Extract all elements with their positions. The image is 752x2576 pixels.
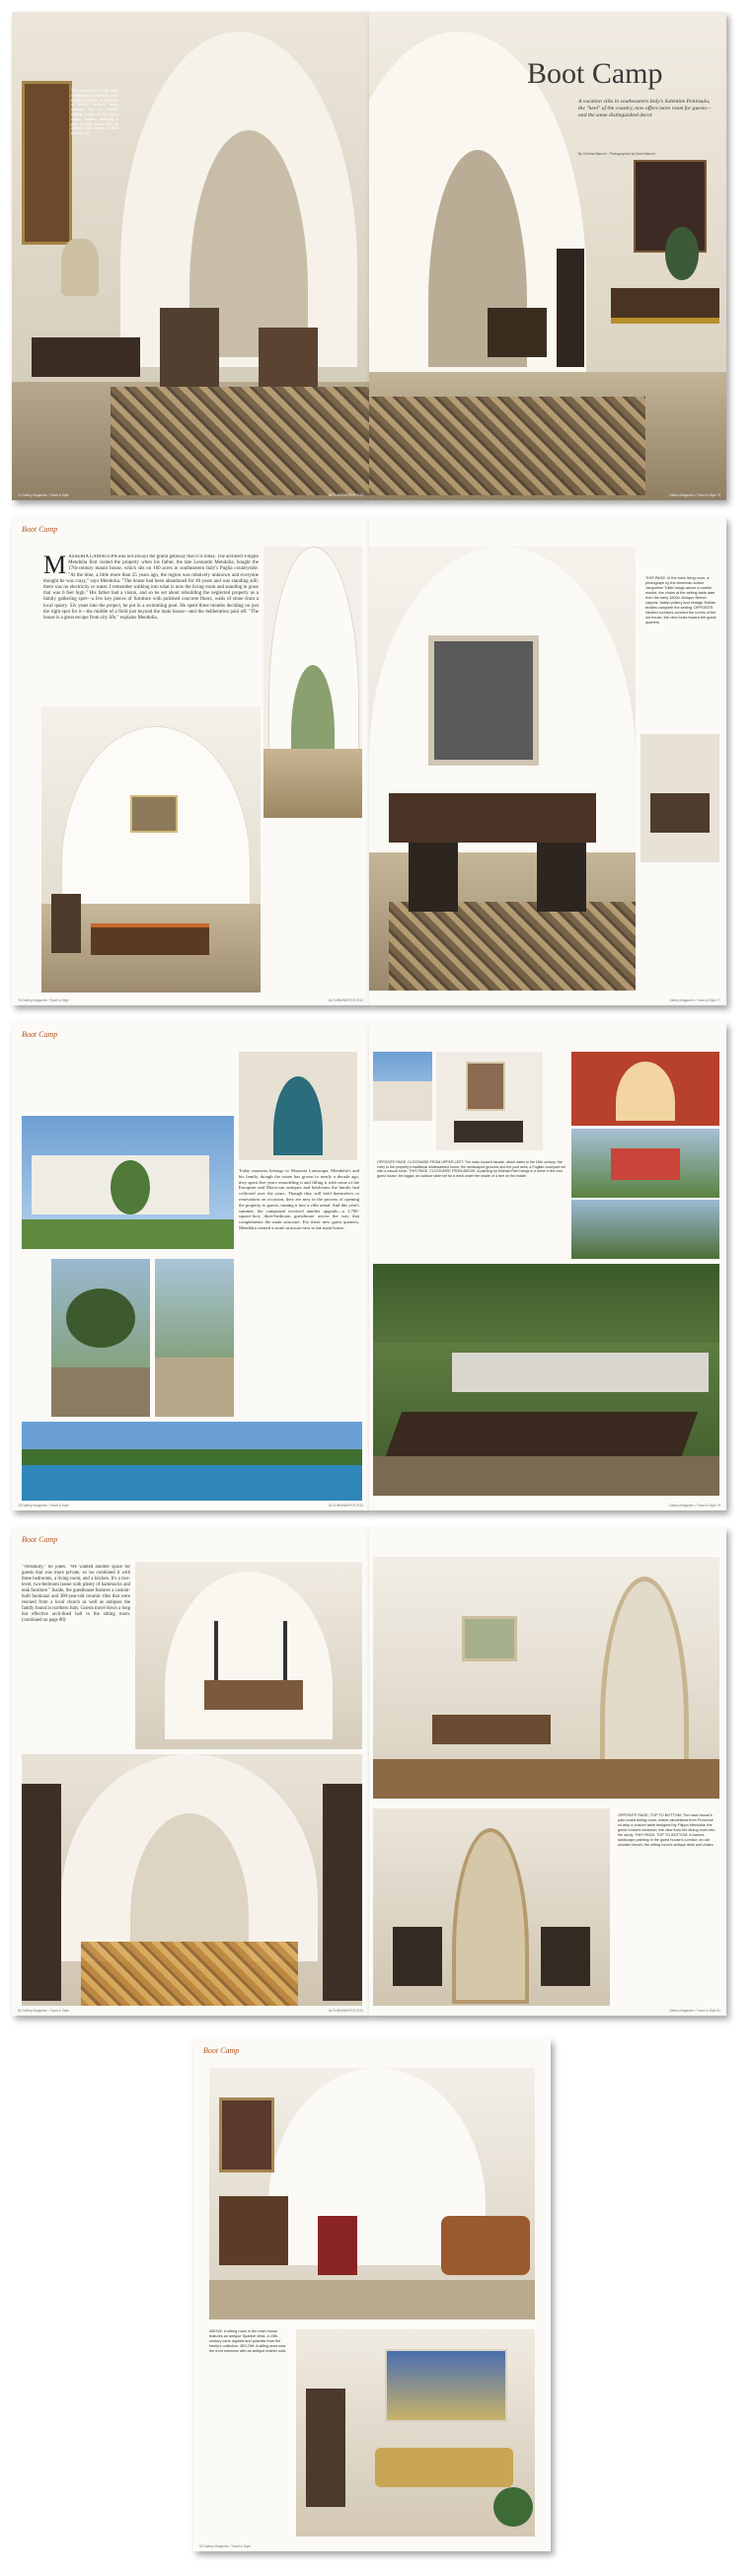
doorway-photo [239,1052,357,1160]
page-folio: Gallery Magazine • Travel & Style 75 [669,493,720,497]
headline: Boot Camp [527,57,663,90]
spread-4-right-page [369,1527,726,2016]
photo-caption: THIS PAGE: In the main living room, a photograph by the American author Jacqueline Tuttle hangs above a marble mantle; the chairs at the writing table date from the early 1800s. Antique Berber carpets, Italian pottery and vintage Sicilian textiles complete the setting. OPPOSITE: Vaulted corridors connect the rooms of the old house; the view looks toward the guest quarters. [645,576,716,625]
manor-exterior-photo [22,1116,234,1249]
page-folio: 76 Gallery Magazine • Travel & Style [18,998,69,1002]
trees-photo [571,1200,719,1259]
spread-2-right-page [369,517,726,1005]
dining-room-photo [135,1562,362,1749]
loggia-photo [571,1052,719,1126]
running-head: Boot Camp [22,1535,58,1544]
article-body: "Versatility," he jokes. "We wanted another space for guests that was more private, so we combined it with these bedrooms, a living room, and a kitchen. It's a two-level, two-bedroom house with plenty of hammocks and teak furniture." Inside, the guesthouse features a custom-built bookcase and 300-year-old ceramic tiles that were rescued from a local church as well as antiques the family found in northern Italy. Guests travel down a long but effective arch-lined hall to the sitting room. (continued on page 80) [22,1565,130,1623]
issue-date: AUTUMN/WINTER 2013 [328,493,363,497]
pool-photo [22,1422,362,1501]
facade-photo [373,1052,432,1121]
spread-1-right-page [369,12,726,500]
issue-date: AUTUMN/WINTER 2013 [328,998,363,1002]
running-head: Boot Camp [22,1030,58,1039]
side-room-photo [640,734,719,862]
library-doorway-photo [373,1808,610,2006]
running-head: Boot Camp [203,2046,240,2055]
byline: By Cristina Bianchi · Photographed by Ilaria Bianchi [578,152,655,156]
spread-3-right-page [369,1022,726,1510]
photo-caption: ABOVE: A sitting room in the main house features an antique Spanish desk, a 19th-century cane daybed and portraits from the family's collection. BELOW: A sitting area near the front entrance with an antique leather sofa. [209,2329,287,2353]
photo-caption: OPPOSITE PAGE, TOP TO BOTTOM: The main house's pale-toned dining room, where candelabra from Provence sit atop a custom table designed by Filippo Mendolia; the guest house's bedroom; the view from the dining room into the study. THIS PAGE, TOP TO BOTTOM: A framed landscape painting in the guest house's corridor; an old wooden bench; the sitting room's antique desk and chairs. [618,1813,715,1847]
guest-corridor-photo [373,1557,719,1799]
living-room-photo [12,12,369,500]
running-head: Boot Camp [22,525,58,534]
page-folio: Gallery Magazine • Travel & Style 79 [669,1504,720,1508]
page-folio: Gallery Magazine • Travel & Style 81 [669,2009,720,2013]
olive-grove-photo [51,1259,150,1417]
issue-date: AUTUMN/WINTER 2013 [328,2009,363,2013]
garden-path-photo [155,1259,234,1417]
page-folio: 82 Gallery Magazine • Travel & Style [199,2544,251,2548]
page-folio: 78 Gallery Magazine • Travel & Style [18,1504,69,1508]
closing-page [193,2038,551,2551]
sofa-area-photo [296,2329,535,2537]
portrait-niche-photo [436,1052,543,1150]
arched-hallway-photo [22,1754,362,2006]
spread-1-left-page [12,12,369,500]
photo-caption: OPPOSITE PAGE, CLOCKWISE FROM UPPER LEFT: The main house's facade, which dates to the 16th century; the entry to the property's traditional whitewashed home; the landscaped grounds and the pool area; a Puglian courtyard set with a casual lunch. THIS PAGE, CLOCKWISE FROM ABOVE: A painting by Michael Rich hangs in a niche in the new guest house; the loggia; an outdoor table set for a meal under the shade of a tree on the estate. [377,1160,566,1178]
article-body: MASSERIA LAMACUPA was not always the grand getaway that it is today. The architect Filippo Mendolia first visited the property when his father, the late Leonardo Mendolia, bought the 17th-century manor house, which sits on 160 acres in southeastern Italy's Puglia countryside. "At the time, a little more than 25 years ago, the region was relatively unknown and everyone thought he was crazy," says Mendolia. "The house had been abandoned for 40 years and was standing still; there was no electricity or water. I remember walking into what is now the living room and standing in grass that was 6 feet high." His father had a vision, and so he set about rebuilding the neglected property as a family gathering spot—a few key pieces of furniture with polished concrete floors, walls of stone from a local quarry. Six years into the project, he put in a swimming pool. He spent three months deciding on just the right spot for it—the middle of a field just beyond the main house—and the deliberation paid off. "The house is a great escape from city life," explains Mendolia. [43,554,259,622]
page-folio: Gallery Magazine • Travel & Style 77 [669,998,720,1002]
spread-2-left-page [12,517,369,1005]
spread-4-left-page [12,1527,369,2016]
spread-1-photo-caption: The ground-floor living room in Masseria Lamacupa's main building features a collection of antique furniture, stone columns and the vaulted ceilings typical of the area's manor houses, including a pair of teak chairs and an antique 19th-century Sicilian painted cart. [71,89,118,136]
study-sitting-room-photo [209,2068,535,2319]
drop-cap: M [43,554,67,579]
red-house-photo [571,1129,719,1198]
page-folio: 74 Gallery Magazine • Travel & Style [18,493,69,497]
outdoor-dining-photo [373,1264,719,1496]
issue-date: AUTUMN/WINTER 2013 [328,1504,363,1508]
spread-3-left-page [12,1022,369,1510]
article-body: Today masseria belongs to Masseria Lamacupa, Mendolia's and his family, though the estate has grown to nearly a decade ago, they spent five years remodeling it and filling it with some of the European and Moroccan antiques and heirlooms the family had collected over the years. Though they still hold themselves to renovations on occasion, they are now in the process of opening the property to guests, turning it into a villa rental. And this year's summer, the compound received another upgrade—a 1,700-square-foot, three-bedroom guesthouse across the way that complements the main structure. For these new guest quarters, Mendolia created a stone structure next to the main house. [239,1168,359,1230]
sitting-room-photo [41,706,261,993]
deck: A vacation villa in southeastern Italy's Salentine Peninsula, the "heel" of the country, now offers more room for guests—and the same distinguished decor. [578,99,712,118]
study-photo [369,547,636,991]
page-folio: 80 Gallery Magazine • Travel & Style [18,2009,69,2013]
corridor-photo [263,547,362,818]
